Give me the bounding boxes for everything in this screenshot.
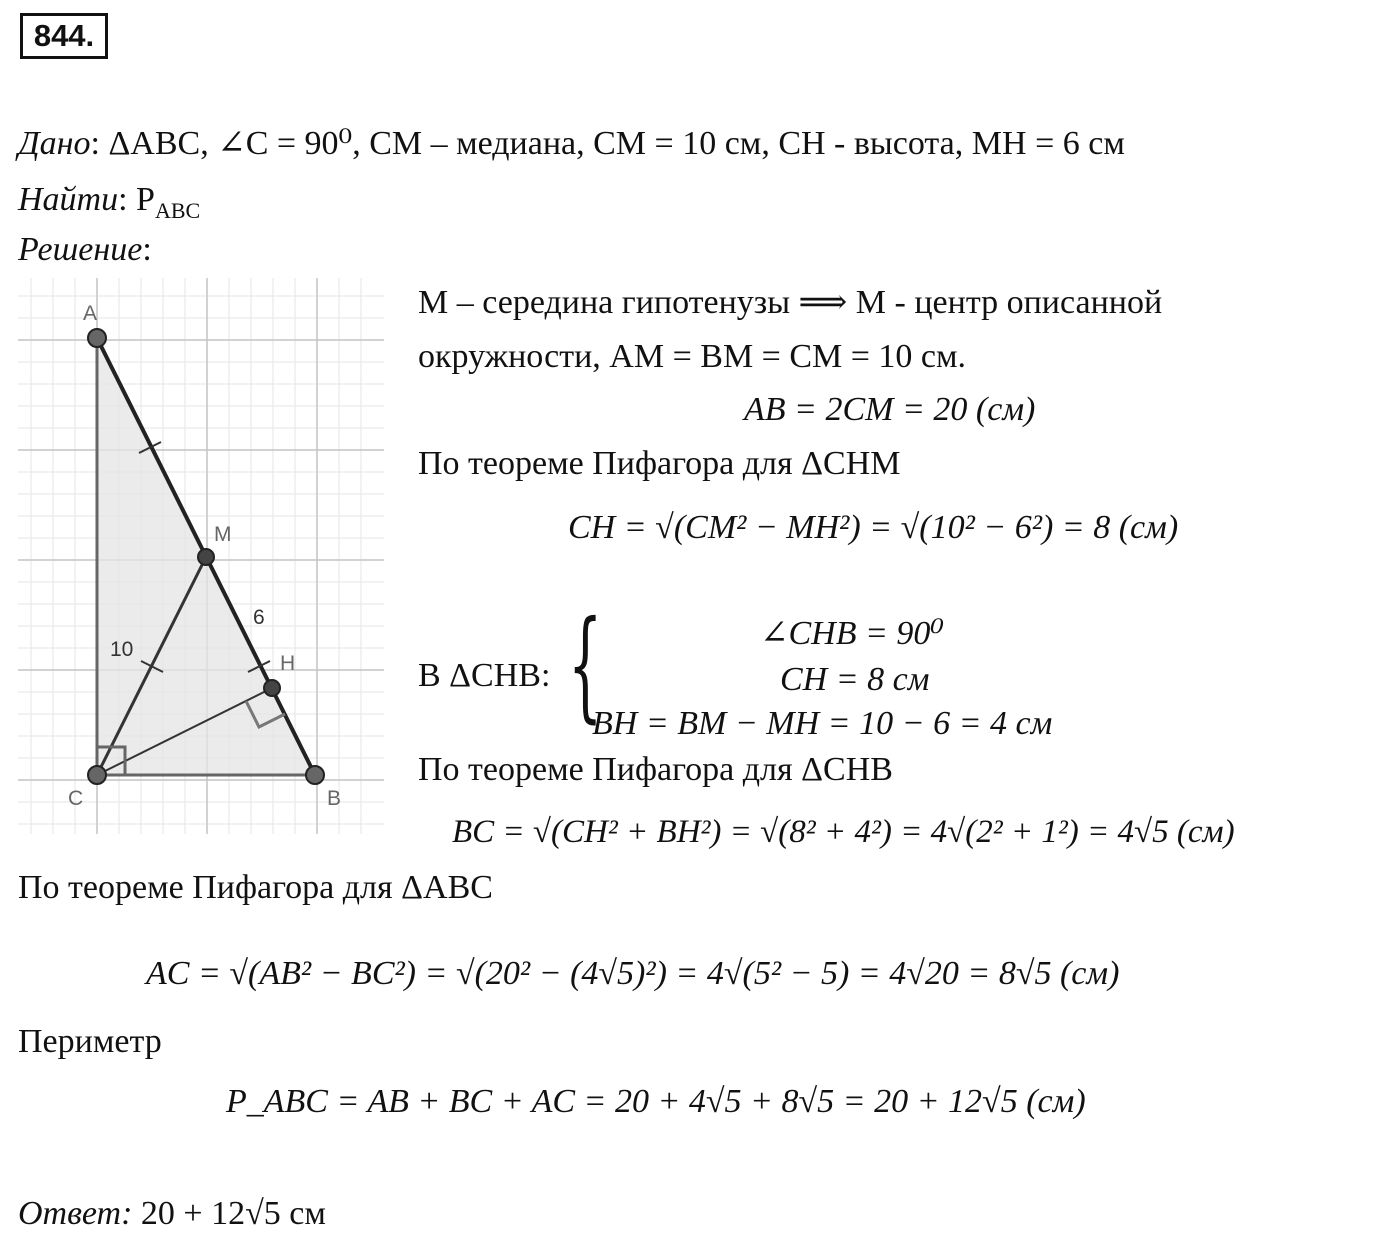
eq-ac: AC = √(AB² − BC²) = √(20² − (4√5)²) = 4√(5² − 5) = 4√20 = 8√5 (см) <box>146 955 1120 992</box>
given-label: Дано <box>18 125 91 162</box>
eq-bc: BC = √(CH² + BH²) = √(8² + 4²) = 4√(2² + 1²) = 4√5 (см) <box>452 814 1235 850</box>
given-text: : ΔABC, ∠C = 90⁰, CM – медиана, CM = 10 см, CH - высота, MH = 6 см <box>90 125 1125 162</box>
answer-label: Ответ: <box>18 1195 133 1232</box>
system-brace: { <box>568 596 603 735</box>
point-c <box>88 766 106 784</box>
answer-line <box>18 1194 326 1234</box>
bottom-line-8: По теореме Пифагора для ΔABC <box>18 869 493 906</box>
answer-value: 20 + 12√5 см <box>140 1195 326 1232</box>
point-h <box>264 680 280 696</box>
solution-colon: : <box>142 231 152 268</box>
right-line-1: M – середина гипотенузы ⟹ M - центр описанной <box>418 284 1163 321</box>
label-mh-length: 6 <box>253 606 265 629</box>
point-a <box>88 329 106 347</box>
right-line-4: По теореме Пифагора для ΔCHM <box>418 445 901 482</box>
given-line <box>18 124 1125 164</box>
solution-line <box>18 230 152 270</box>
system-label: В ΔCHB: <box>418 657 551 694</box>
label-m: M <box>214 523 232 546</box>
problem-number: 844. <box>20 13 108 59</box>
point-b <box>306 766 324 784</box>
find-line <box>18 180 200 231</box>
right-line-2: окружности, AM = BM = CM = 10 см. <box>418 338 967 375</box>
find-subscript: ABC <box>154 197 201 223</box>
system-eq-2: CH = 8 см <box>780 661 930 698</box>
eq-perimeter: P_ABC = AB + BC + AC = 20 + 4√5 + 8√5 = 20 + 12√5 (см) <box>226 1083 1086 1120</box>
perimeter-label: Периметр <box>18 1023 162 1060</box>
point-m <box>198 549 214 565</box>
find-label: Найти <box>18 181 119 218</box>
label-b: B <box>327 787 342 810</box>
find-text: : P <box>118 181 155 218</box>
system-eq-3: BH = BM − MH = 10 − 6 = 4 см <box>592 705 1053 742</box>
system-eq-1: ∠CHB = 90⁰ <box>760 615 945 652</box>
solution-label: Решение <box>18 231 143 268</box>
label-cm-length: 10 <box>110 638 134 661</box>
label-a: A <box>83 302 98 325</box>
label-c: C <box>68 787 84 810</box>
eq-ab: AB = 2CM = 20 (см) <box>744 391 1036 428</box>
triangle-figure <box>18 278 384 834</box>
right-line-6: По теореме Пифагора для ΔCHB <box>418 751 893 788</box>
eq-ch: CH = √(CM² − MH²) = √(10² − 6²) = 8 (см) <box>568 509 1179 546</box>
label-h: H <box>280 652 296 675</box>
